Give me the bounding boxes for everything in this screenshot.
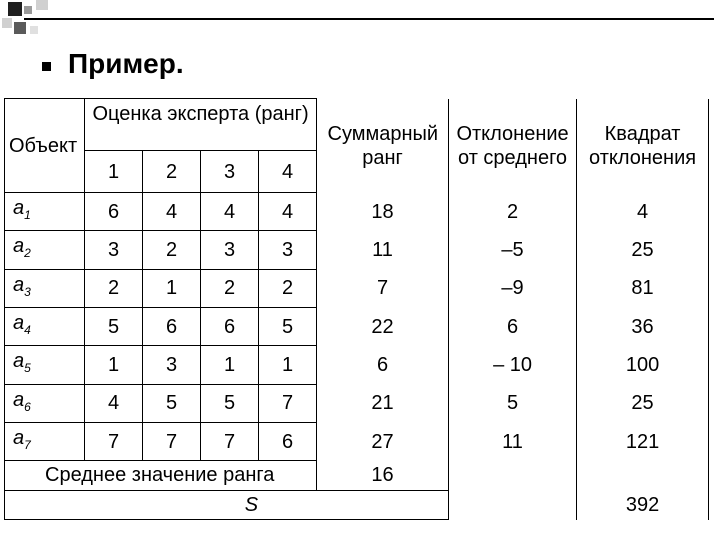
rank-cell: 1 (143, 269, 201, 307)
deco-square (8, 2, 22, 16)
deco-square (14, 22, 26, 34)
average-row (5, 461, 709, 490)
rank-cell: 5 (201, 384, 259, 422)
object-cell: $a_1$ (5, 193, 85, 231)
deviation-cell: 6 (449, 307, 577, 345)
total-row (5, 490, 709, 519)
table-row (5, 422, 709, 460)
rank-cell: 7 (259, 384, 317, 422)
rank-cell: 7 (143, 422, 201, 460)
sum-cell: 21 (317, 384, 449, 422)
rank-cell: 5 (143, 384, 201, 422)
table-row (5, 384, 709, 422)
object-cell: $a_3$ (5, 269, 85, 307)
rank-cell: 4 (201, 193, 259, 231)
sum-cell: 18 (317, 193, 449, 231)
square-cell: 25 (577, 384, 709, 422)
square-cell: 4 (577, 193, 709, 231)
deviation-cell: 5 (449, 384, 577, 422)
header-expert-2: 2 (143, 151, 201, 193)
rank-cell: 2 (259, 269, 317, 307)
empty-cell (577, 461, 709, 490)
deviation-cell: 11 (449, 422, 577, 460)
object-cell: $a_6$ (5, 384, 85, 422)
rank-cell: 3 (143, 346, 201, 384)
header-rule (24, 18, 714, 20)
object-cell: $a_5$ (5, 346, 85, 384)
table-row (5, 269, 709, 307)
object-cell: $a_2$ (5, 231, 85, 269)
deco-square (2, 18, 12, 28)
rank-cell: 2 (201, 269, 259, 307)
rank-cell: 3 (85, 231, 143, 269)
table-row (5, 307, 709, 345)
average-label: Среднее значение ранга (5, 461, 317, 490)
expert-rank-table (4, 98, 709, 520)
deco-square (24, 6, 32, 14)
slide-title: Пример. (68, 48, 184, 79)
square-cell: 25 (577, 231, 709, 269)
header-deviation: Отклонение от среднего (449, 99, 577, 193)
header-square: Квадрат отклонения (577, 99, 709, 193)
rank-cell: 6 (143, 307, 201, 345)
rank-cell: 4 (143, 193, 201, 231)
header-sum-rank: Суммарный ранг (317, 99, 449, 193)
rank-cell: 6 (85, 193, 143, 231)
total-value: 392 (577, 490, 709, 519)
square-cell: 121 (577, 422, 709, 460)
sum-cell: 7 (317, 269, 449, 307)
rank-cell: 1 (259, 346, 317, 384)
empty-cell (449, 490, 577, 519)
header-object: Объект (5, 99, 85, 193)
total-label: S (5, 490, 449, 519)
rank-cell: 4 (85, 384, 143, 422)
rank-cell: 1 (85, 346, 143, 384)
sum-cell: 27 (317, 422, 449, 460)
square-cell: 100 (577, 346, 709, 384)
empty-cell (449, 461, 577, 490)
sum-cell: 11 (317, 231, 449, 269)
square-cell: 36 (577, 307, 709, 345)
rank-cell: 5 (259, 307, 317, 345)
header-expert-4: 4 (259, 151, 317, 193)
rank-cell: 2 (143, 231, 201, 269)
deviation-cell: –9 (449, 269, 577, 307)
rank-cell: 2 (85, 269, 143, 307)
sum-cell: 6 (317, 346, 449, 384)
rank-cell: 7 (201, 422, 259, 460)
rank-cell: 6 (259, 422, 317, 460)
header-expert-1: 1 (85, 151, 143, 193)
rank-cell: 6 (201, 307, 259, 345)
header-expert-3: 3 (201, 151, 259, 193)
table-row (5, 231, 709, 269)
rank-cell: 3 (259, 231, 317, 269)
rank-cell: 7 (85, 422, 143, 460)
rank-cell: 3 (201, 231, 259, 269)
deco-square (30, 26, 38, 34)
table-row (5, 346, 709, 384)
object-cell: $a_7$ (5, 422, 85, 460)
bullet-icon (42, 62, 51, 71)
rank-cell: 5 (85, 307, 143, 345)
deviation-cell: 2 (449, 193, 577, 231)
object-cell: $a_4$ (5, 307, 85, 345)
deco-square (36, 0, 48, 10)
rank-cell: 1 (201, 346, 259, 384)
deviation-cell: – 10 (449, 346, 577, 384)
sum-cell: 22 (317, 307, 449, 345)
average-value: 16 (317, 461, 449, 490)
table-row (5, 193, 709, 231)
square-cell: 81 (577, 269, 709, 307)
header-expert-group: Оценка эксперта (ранг) (85, 99, 317, 151)
deviation-cell: –5 (449, 231, 577, 269)
rank-cell: 4 (259, 193, 317, 231)
